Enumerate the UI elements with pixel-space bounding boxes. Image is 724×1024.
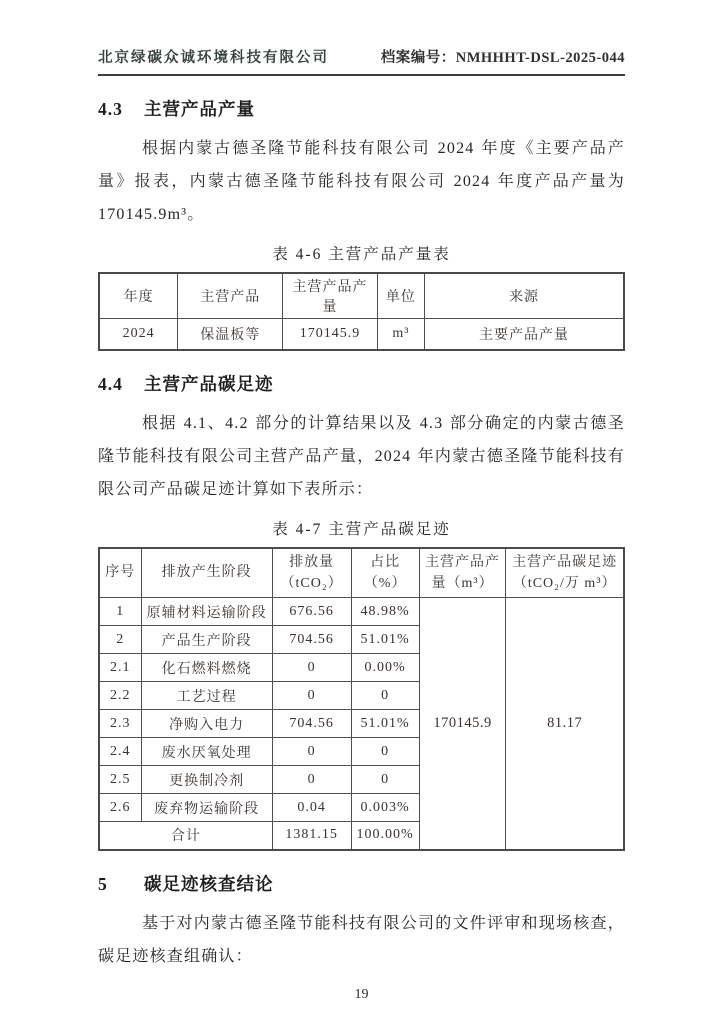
- cell-share: 0: [351, 738, 419, 766]
- cell-emission: 0.04: [272, 794, 351, 822]
- header-line: 主营产品碳足迹: [512, 554, 618, 570]
- column-header-main-product: 主营产品: [178, 273, 283, 319]
- cell-share: 0.00%: [351, 654, 419, 682]
- header-line: 排放量: [289, 554, 335, 570]
- column-header-index: [99, 548, 141, 598]
- section-5-paragraph: 基于对内蒙古德圣隆节能科技有限公司的文件评审和现场核查，碳足迹核查组确认：: [98, 914, 625, 965]
- section-number: 4.3: [98, 99, 123, 119]
- header-line: 序号: [105, 565, 136, 581]
- cell-index: 1: [99, 598, 141, 626]
- section-number: 4.4: [98, 373, 123, 394]
- header-line: 量（m³）: [431, 575, 494, 591]
- section-title: 主营产品碳足迹: [144, 373, 274, 394]
- header-line: 主营产品产: [425, 554, 501, 570]
- cell-share: 48.98%: [351, 598, 419, 626]
- table-4-6: [98, 272, 625, 351]
- cell-main-product: 保温板等: [178, 319, 283, 350]
- cell-index: 2.1: [99, 654, 141, 682]
- table-4-6-header-row: [99, 273, 624, 319]
- section-title: 主营产品产量: [144, 99, 255, 119]
- cell-stage: 工艺过程: [141, 682, 272, 710]
- cell-total-emission: 1381.15: [272, 822, 351, 850]
- column-header-emission-stage: [141, 548, 272, 598]
- cell-stage: 废水厌氧处理: [141, 738, 272, 766]
- section-heading-4-4: [98, 371, 625, 396]
- cell-production-volume: 170145.9: [419, 598, 506, 850]
- cell-index: 2.5: [99, 766, 141, 794]
- cell-emission: 704.56: [272, 710, 351, 738]
- column-header-output: 主营产品产量: [283, 273, 378, 319]
- cell-share: 0: [351, 682, 419, 710]
- cell-stage: 净购入电力: [141, 710, 272, 738]
- header-line: 占比（%）: [363, 554, 407, 591]
- section-heading-5: [98, 871, 625, 896]
- header-line: （tCO₂/万 m³）: [512, 575, 617, 591]
- column-header-product-volume: [419, 548, 506, 598]
- cell-share: 0: [351, 766, 419, 794]
- table-row: [99, 598, 624, 626]
- cell-total-label: 合计: [99, 822, 272, 850]
- column-header-carbon-footprint: [506, 548, 624, 598]
- cell-year: 2024: [99, 319, 178, 350]
- table-4-7-caption: 表 4-7 主营产品碳足迹: [272, 520, 451, 538]
- section-4-4-paragraph: 根据 4.1、4.2 部分的计算结果以及 4.3 部分确定的内蒙古德圣隆节能科技有限公司主营产品产量，2024 年内蒙古德圣隆节能科技有限公司产品碳足迹计算如下表所示：: [98, 414, 625, 498]
- column-header-unit: 单位: [377, 273, 424, 319]
- column-header-share: [351, 548, 419, 598]
- column-header-source: 来源: [425, 273, 625, 319]
- cell-index: 2.2: [99, 682, 141, 710]
- cell-index: 2.3: [99, 710, 141, 738]
- cell-emission: 0: [272, 682, 351, 710]
- cell-carbon-footprint: 81.17: [506, 598, 624, 850]
- page-header: [98, 46, 625, 76]
- cell-stage: 化石燃料燃烧: [141, 654, 272, 682]
- cell-output: 170145.9: [283, 319, 378, 350]
- section-heading-4-3: [98, 96, 625, 121]
- archive-value: NMHHHT-DSL-2025-044: [455, 50, 625, 66]
- cell-stage: 更换制冷剂: [141, 766, 272, 794]
- cell-share: 51.01%: [351, 710, 419, 738]
- cell-stage: 废弃物运输阶段: [141, 794, 272, 822]
- table-4-7: [98, 547, 625, 851]
- cell-unit: m³: [377, 319, 424, 350]
- cell-total-share: 100.00%: [351, 822, 419, 850]
- cell-source: 主要产品产量: [425, 319, 625, 350]
- table-4-6-caption: 表 4-6 主营产品产量表: [272, 246, 451, 263]
- page-number: 19: [354, 986, 369, 1002]
- column-header-emission-amount: [272, 548, 351, 598]
- cell-emission: 0: [272, 766, 351, 794]
- table-row: [99, 319, 624, 350]
- cell-index: 2.4: [99, 738, 141, 766]
- header-company-name: 北京绿碳众诚环境科技有限公司: [98, 50, 329, 66]
- header-archive-number: [381, 46, 625, 67]
- section-title: 碳足迹核查结论: [144, 873, 274, 894]
- column-header-year: 年度: [99, 273, 178, 319]
- cell-emission: 704.56: [272, 626, 351, 654]
- cell-share: 51.01%: [351, 626, 419, 654]
- section-number: 5: [98, 873, 108, 894]
- cell-index: 2.6: [99, 794, 141, 822]
- cell-index: 2: [99, 626, 141, 654]
- cell-emission: 0: [272, 654, 351, 682]
- header-line: （tCO₂）: [280, 575, 343, 591]
- cell-stage: 原辅材料运输阶段: [141, 598, 272, 626]
- section-4-3-paragraph: 根据内蒙古德圣隆节能科技有限公司 2024 年度《主要产品产量》报表，内蒙古德圣隆节能科技有限公司 2024 年度产品产量为 170145.9m³。: [98, 140, 625, 223]
- cell-emission: 0: [272, 738, 351, 766]
- table-4-7-header-row: [99, 548, 624, 598]
- header-line: 排放产生阶段: [161, 565, 252, 581]
- archive-label: 档案编号：: [380, 50, 456, 66]
- cell-stage: 产品生产阶段: [141, 626, 272, 654]
- cell-emission: 676.56: [272, 598, 351, 626]
- cell-share: 0.003%: [351, 794, 419, 822]
